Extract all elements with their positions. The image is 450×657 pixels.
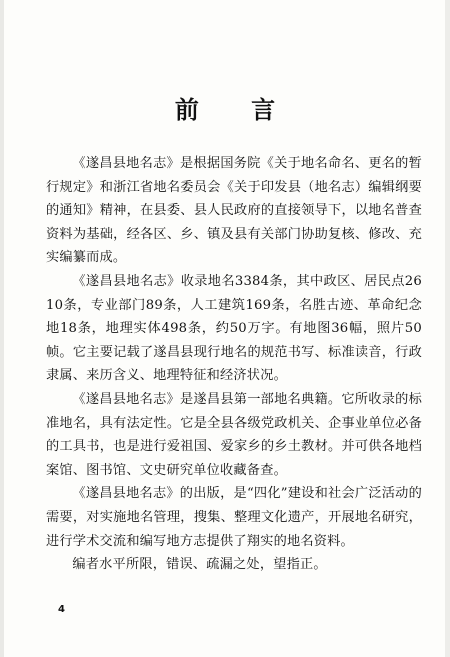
preface-paragraph-1: 《遂昌县地名志》是根据国务院《关于地名命名、更名的暂行规定》和浙江省地名委员会《关于印发县（地名志）编辑纲要的通知》精神，在县委、县人民政府的直接领导下，以地名普查资料为基础，经各区、乡、镇及县有关部门协助复核、修改、充实编纂而成。 [46, 156, 422, 266]
preface-paragraph-2: 《遂昌县地名志》收录地名3384条，其中政区、居民点2610条，专业部门89条，人工建筑169条，名胜古迹、革命纪念地18条，地理实体498条，约50万字。有地图36幅，照片50帧。它主要记载了遂昌县现行地名的规范书写、标准读音，行政隶属、来历含义、地理特征和经济状况。 [46, 273, 422, 384]
preface-paragraph-4: 《遂昌县地名志》的出版，是“四化”建设和社会广泛活动的需要，对实施地名管理，搜集、整理文化遗产，开展地名研究，进行学术交流和编写地方志提供了翔实的地名资料。 [46, 486, 422, 549]
preface-paragraph-3: 《遂昌县地名志》是遂昌县第一部地名典籍。它所收录的标准地名，具有法定性。它是全县各级党政机关、企事业单位必备的工具书，也是进行爱祖国、爱家乡的乡土教材。并可供各地档案馆、图书馆、文史研究单位收藏备查。 [46, 391, 422, 478]
page-number: 4 [58, 604, 65, 615]
preface-paragraph-5: 编者水平所限，错误、疏漏之处，望指正。 [72, 557, 327, 573]
preface-body [46, 152, 422, 577]
page-title: 前 言 [174, 96, 298, 124]
